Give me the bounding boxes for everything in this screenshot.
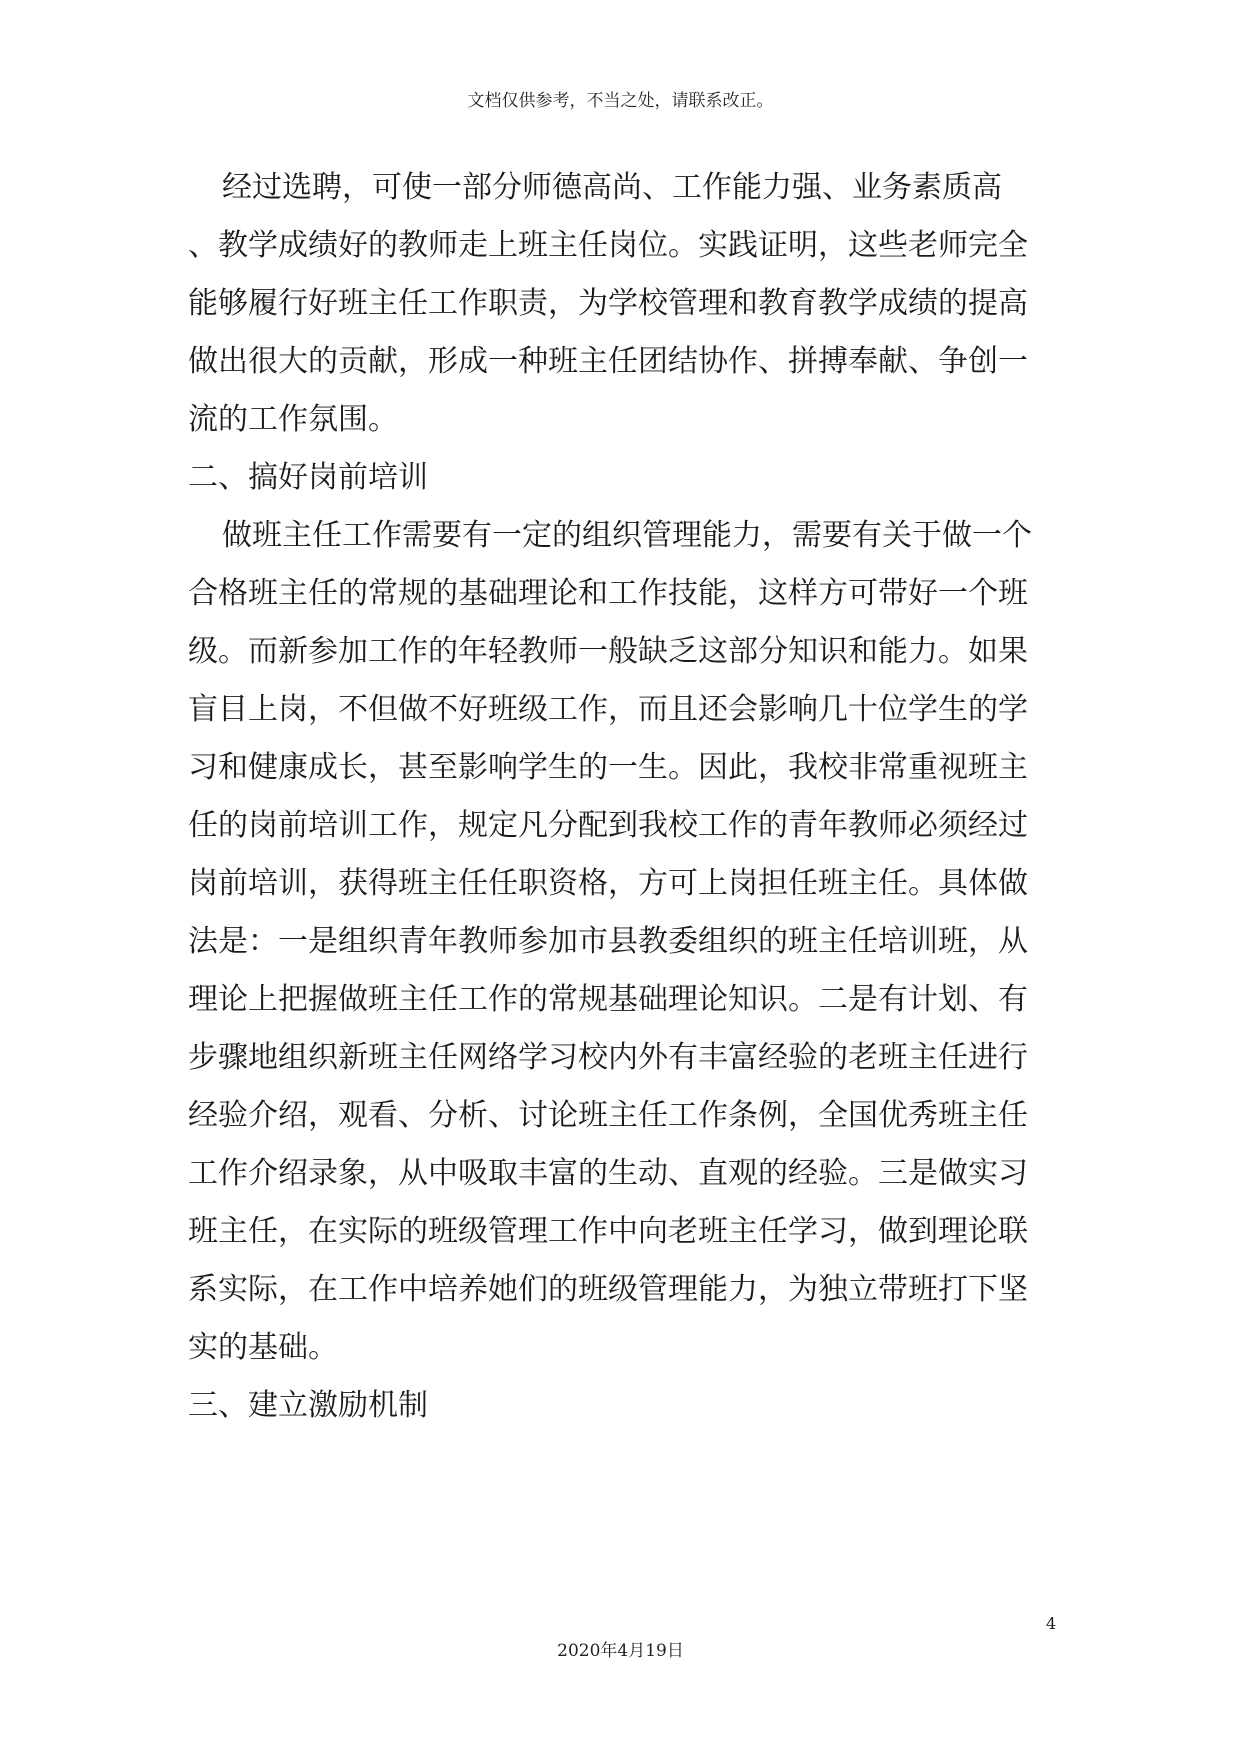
- body-line: 级。而新参加工作的年轻教师一般缺乏这部分知识和能力。如果: [188, 634, 1028, 669]
- body-line: 盲目上岗，不但做不好班级工作，而且还会影响几十位学生的学: [188, 692, 1028, 727]
- body-line: 任的岗前培训工作，规定凡分配到我校工作的青年教师必须经过: [188, 808, 1028, 843]
- body-line: 能够履行好班主任工作职责，为学校管理和教育教学成绩的提高: [188, 286, 1028, 321]
- body-line: 系实际，在工作中培养她们的班级管理能力，为独立带班打下坚: [188, 1272, 1028, 1307]
- footer-date: 2020年4月19日: [557, 1641, 684, 1661]
- section-heading: 二、搞好岗前培训: [188, 460, 428, 495]
- body-line: 做出很大的贡献，形成一种班主任团结协作、拼搏奉献、争创一: [188, 344, 1028, 379]
- body-line: 做班主任工作需要有一定的组织管理能力，需要有关于做一个: [222, 518, 1032, 553]
- body-line: 流的工作氛围。: [188, 402, 398, 437]
- body-line: 合格班主任的常规的基础理论和工作技能，这样方可带好一个班: [188, 576, 1028, 611]
- body-line: 实的基础。: [188, 1330, 338, 1365]
- body-line: 岗前培训，获得班主任任职资格，方可上岗担任班主任。具体做: [188, 866, 1028, 901]
- body-line: 法是：一是组织青年教师参加市县教委组织的班主任培训班，从: [188, 924, 1028, 959]
- body-line: 经验介绍，观看、分析、讨论班主任工作条例，全国优秀班主任: [188, 1098, 1028, 1133]
- body-line: 、教学成绩好的教师走上班主任岗位。实践证明，这些老师完全: [188, 228, 1028, 263]
- body-line: 步骤地组织新班主任网络学习校内外有丰富经验的老班主任进行: [188, 1040, 1028, 1075]
- body-line: 经过选聘，可使一部分师德高尚、工作能力强、业务素质高: [222, 170, 1002, 205]
- body-line: 习和健康成长，甚至影响学生的一生。因此，我校非常重视班主: [188, 750, 1028, 785]
- page-number: 4: [1046, 1614, 1057, 1633]
- body-line: 工作介绍录象，从中吸取丰富的生动、直观的经验。三是做实习: [188, 1156, 1028, 1191]
- page-header-note: 文档仅供参考，不当之处，请联系改正。: [467, 91, 774, 111]
- section-heading: 三、建立激励机制: [188, 1388, 428, 1423]
- body-line: 班主任，在实际的班级管理工作中向老班主任学习，做到理论联: [188, 1214, 1028, 1249]
- body-line: 理论上把握做班主任工作的常规基础理论知识。二是有计划、有: [188, 982, 1028, 1017]
